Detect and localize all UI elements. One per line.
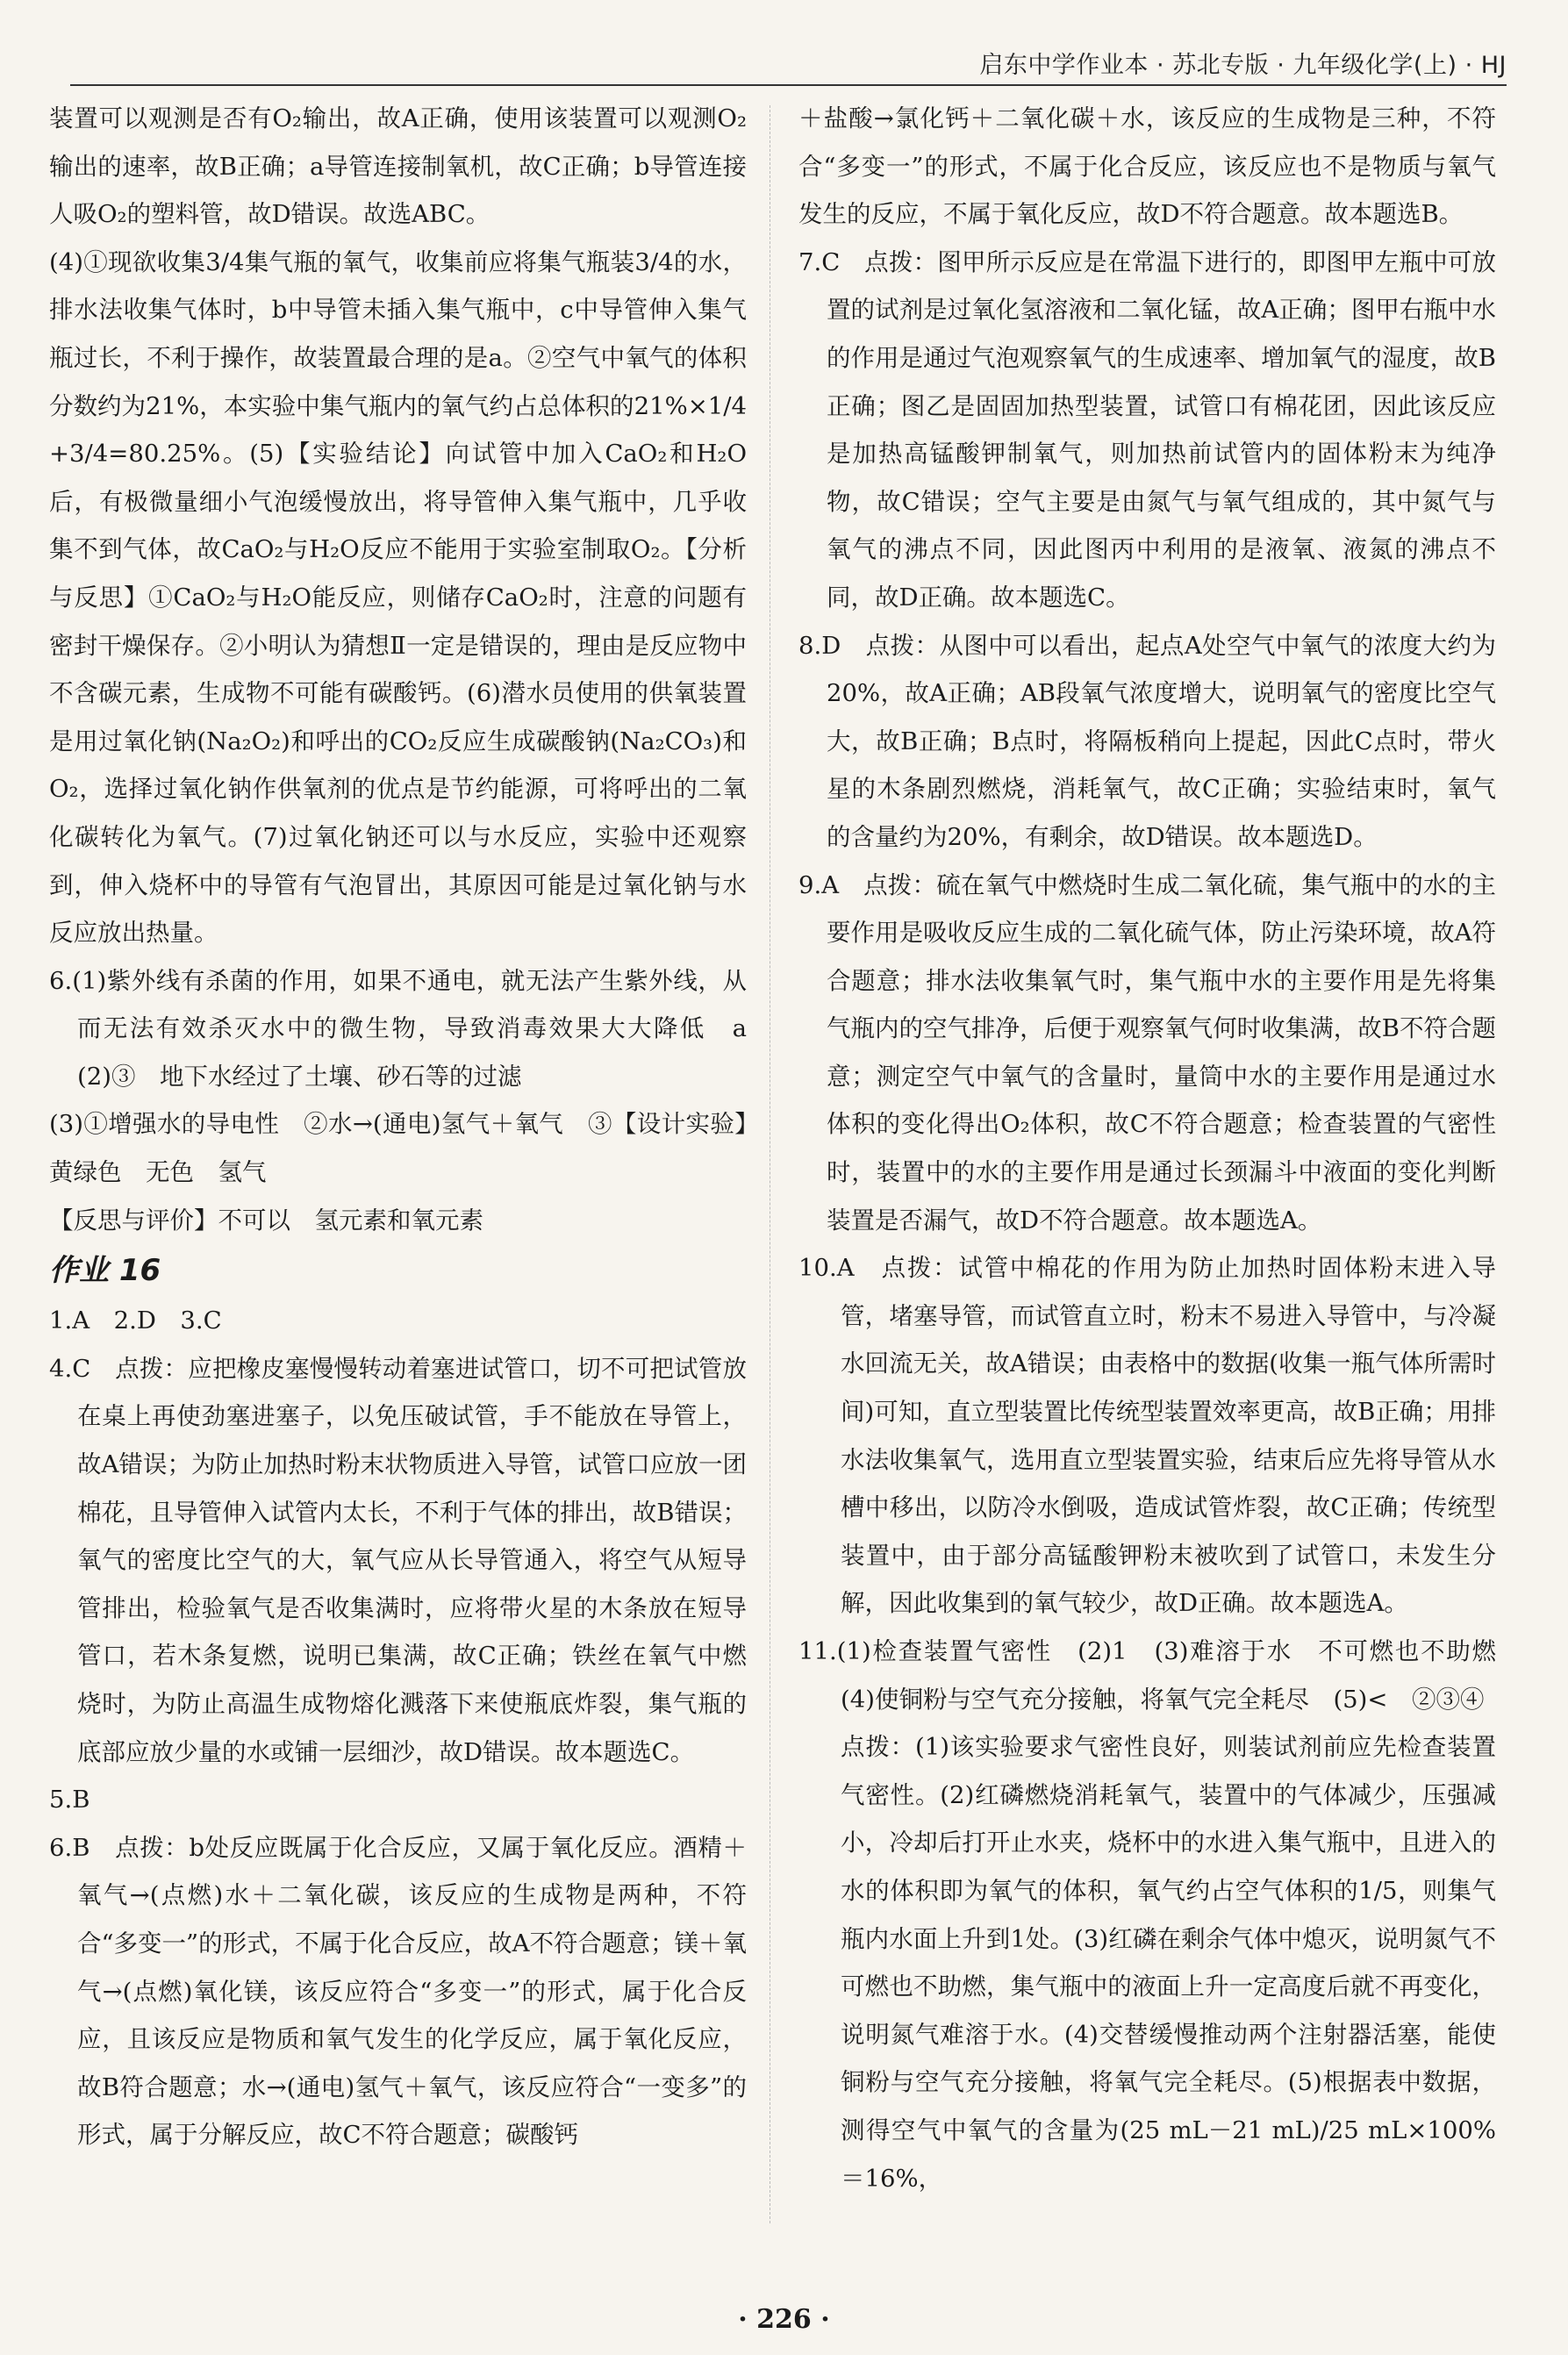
answer-9: 9.A 点拨：硫在氧气中燃烧时生成二氧化硫，集气瓶中的水的主要作用是吸收反应生成的二氧化硫气体，防止污染环境，故A符合题意；排水法收集氧气时，集气瓶中水的主要作用是先将集气瓶内的空气排净，后便于观察氧气何时收集满，故B不符合题意；测定空气中氧气的含量时，量筒中水的主要作用是通过水体积的变化得出O₂体积，故C不符合题意；检查装置的气密性时，装置中的水的主要作用是通过长颈漏斗中液面的变化判断装置是否漏气，故D不符合题意。故本题选A。 bbox=[798, 870, 1496, 1235]
answer-6-reflection: 【反思与评价】不可以 氢元素和氧元素 bbox=[49, 1206, 483, 1235]
answer-6-part-3: (3)①增强水的导电性 ②水→(通电)氢气＋氧气 ③【设计实验】黄绿色 无色 氢气 bbox=[49, 1110, 747, 1187]
answer-5-continued: 装置可以观测是否有O₂输出，故A正确，使用该装置可以观测O₂输出的速率，故B正确；a导管连接制氧机，故C正确；b导管连接人吸O₂的塑料管，故D错误。故选ABC。 bbox=[49, 104, 747, 229]
answer-6: 6.(1)紫外线有杀菌的作用，如果不通电，就无法产生紫外线，从而无法有效杀灭水中的微生物，导致消毒效果大大降低 a (2)③ 地下水经过了土壤、砂石等的过滤 bbox=[49, 966, 771, 1091]
running-header: 启东中学作业本 · 苏北专版 · 九年级化学(上) · HJ bbox=[979, 52, 1507, 79]
page-number: · 226 · bbox=[738, 2304, 830, 2335]
left-column bbox=[49, 95, 771, 2159]
answer-11: 11.(1)检查装置气密性 (2)1 (3)难溶于水 不可燃也不助燃 (4)使铜粉与空气充分接触，将氧气完全耗尽 (5)< ②③④ bbox=[798, 1637, 1521, 1714]
section-title: 作业 16 bbox=[49, 1253, 161, 1289]
answer-11-hint: 点拨：(1)该实验要求气密性良好，则装试剂前应先检查装置气密性。(2)红磷燃烧消耗氧气，装置中的气体减少，压强减小，冷却后打开止水夹，烧杯中的水进入集气瓶中，且进入的水的体积即为氧气的体积，氧气约占空气体积的1/5，则集气瓶内水面上升到1处。(3)红磷在剩余气体中熄灭，说明氮气不可燃也不助燃，集气瓶中的液面上升一定高度后就不再变化，说明氮气难溶于水。(4)交替缓慢推动两个注射器活塞，能使铜粉与空气充分接触，将氧气完全耗尽。(5)根据表中数据，测得空气中氧气的含量为(25 mL－21 mL)/25 mL×100%＝16%， bbox=[841, 1733, 1496, 2193]
answer-5-part-4: (4)①现欲收集3/4集气瓶的氧气，收集前应将集气瓶装3/4的水，排水法收集气体时，b中导管未插入集气瓶中，c中导管伸入集气瓶过长，不利于操作，故装置最合理的是a。②空气中氧气的体积分数约为21%，本实验中集气瓶内的氧气约占总体积的21%×1/4+3/4=80.25%。(5)【实验结论】向试管中加入CaO₂和H₂O后，有极微量细小气泡缓慢放出，将导管伸入集气瓶中，几乎收集不到气体，故CaO₂与H₂O反应不能用于实验室制取O₂。【分析与反思】①CaO₂与H₂O能反应，则储存CaO₂时，注意的问题有密封干燥保存。②小明认为猜想Ⅱ一定是错误的，理由是反应物中不含碳元素，生成物不可能有碳酸钙。(6)潜水员使用的供氧装置是用过氧化钠(Na₂O₂)和呼出的CO₂反应生成碳酸钠(Na₂CO₃)和O₂，选择过氧化钠作供氧剂的优点是节约能源，可将呼出的二氧化碳转化为氧气。(7)过氧化钠还可以与水反应，实验中还观察到，伸入烧杯中的导管有气泡冒出，其原因可能是过氧化钠与水反应放出热量。 bbox=[49, 247, 747, 948]
answer-4: 4.C 点拨：应把橡皮塞慢慢转动着塞进试管口，切不可把试管放在桌上再使劲塞进塞子，以免压破试管，手不能放在导管上，故A错误；为防止加热时粉末状物质进入导管，试管口应放一团棉花，且导管伸入试管内太长，不利于气体的排出，故B错误；氧气的密度比空气的大，氧气应从长导管通入，将空气从短导管排出，检验氧气是否收集满时，应将带火星的木条放在短导管口，若木条复燃，说明已集满，故C正确；铁丝在氧气中燃烧时，为防止高温生成物熔化溅落下来使瓶底炸裂，集气瓶的底部应放少量的水或铺一层细沙，故D错误。故本题选C。 bbox=[49, 1354, 747, 1766]
answer-8: 8.D 点拨：从图中可以看出，起点A处空气中氧气的浓度大约为20%，故A正确；AB段氧气浓度增大，说明氧气的密度比空气大，故B正确；B点时，将隔板稍向上提起，因此C点时，带火星的木条剧烈燃烧，消耗氧气，故C正确；实验结束时，氧气的含量约为20%，有剩余，故D错误。故本题选D。 bbox=[798, 631, 1496, 851]
answer-5: 5.B bbox=[49, 1786, 90, 1815]
answer-6-continued: ＋盐酸→氯化钙＋二氧化碳＋水，该反应的生成物是三种，不符合“多变一”的形式，不属于化合反应，该反应也不是物质与氧气发生的反应，不属于氧化反应，故D不符合题意。故本题选B。 bbox=[798, 104, 1496, 229]
answers-1-3: 1.A 2.D 3.C bbox=[49, 1306, 222, 1335]
answer-7: 7.C 点拨：图甲所示反应是在常温下进行的，即图甲左瓶中可放置的试剂是过氧化氢溶液和二氧化锰，故A正确；图甲右瓶中水的作用是通过气泡观察氧气的生成速率、增加氧气的湿度，故B正确；图乙是固固加热型装置，试管口有棉花团，因此该反应是加热高锰酸钾制氧气，则加热前试管内的固体粉末为纯净物，故C错误；空气主要是由氮气与氧气组成的，其中氮气与氧气的沸点不同，因此图丙中利用的是液氧、液氮的沸点不同，故D正确。故本题选C。 bbox=[798, 247, 1496, 612]
right-column bbox=[798, 95, 1521, 2202]
header-rule bbox=[70, 84, 1507, 86]
answer-6-hw16: 6.B 点拨：b处反应既属于化合反应，又属于氧化反应。酒精＋氧气→(点燃)水＋二氧化碳，该反应的生成物是两种，不符合“多变一”的形式，不属于化合反应，故A不符合题意；镁＋氧气→(点燃)氧化镁，该反应符合“多变一”的形式，属于化合反应，且该反应是物质和氧气发生的化学反应，属于氧化反应，故B符合题意；水→(通电)氢气＋氧气，该反应符合“一变多”的形式，属于分解反应，故C不符合题意；碳酸钙 bbox=[49, 1833, 747, 2150]
answer-10: 10.A 点拨：试管中棉花的作用为防止加热时固体粉末进入导管，堵塞导管，而试管直立时，粉末不易进入导管中，与冷凝水回流无关，故A错误；由表格中的数据(收集一瓶气体所需时间)可知，直立型装置比传统型装置效率更高，故B正确；用排水法收集氧气，选用直立型装置实验，结束后应先将导管从水槽中移出，以防冷水倒吸，造成试管炸裂，故C正确；传统型装置中，由于部分高锰酸钾粉末被吹到了试管口，未发生分解，因此收集到的氧气较少，故D正确。故本题选A。 bbox=[798, 1254, 1496, 1618]
